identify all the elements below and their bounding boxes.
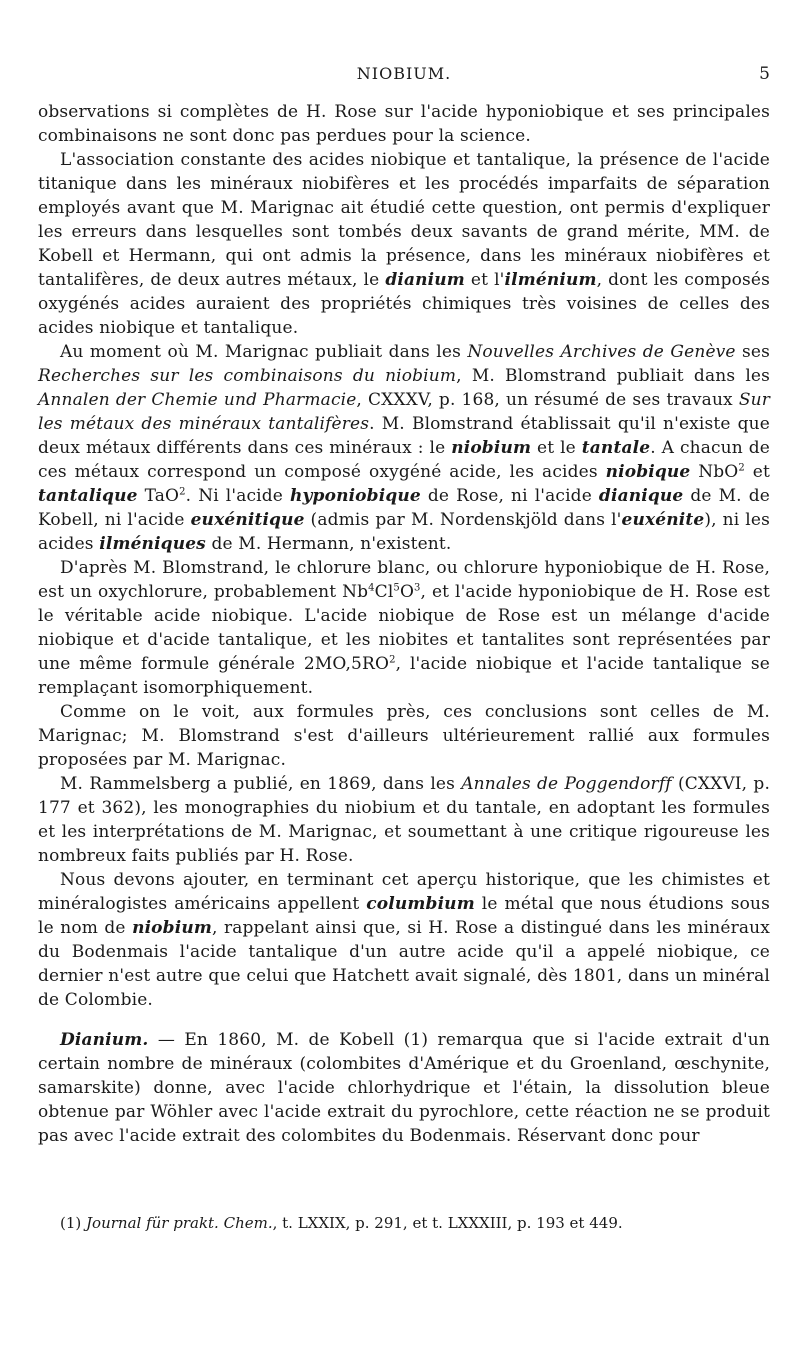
- section-title-dianium: Dianium.: [60, 1030, 149, 1050]
- footnote: [38, 1213, 770, 1233]
- paragraph-4: D'après M. Blomstrand, le chlorure blanc, ou chlorure hyponiobique de H. Rose, est un oxychlorure, probablement $Nb^4Cl^5O^3$, et l'acide hyponiobique de H. Rose est le véritable acide niobique. L'acide niobique de Rose est un mélange d'acide niobique et d'acide tantalique, et les niobites et tantalites sont représentées par une même formule générale $2MO,5RO^2$, l'acide niobique et l'acide tantalique se remplaçant isomorphiquement.: [38, 558, 770, 698]
- page-number: 5: [759, 64, 770, 84]
- paragraph-7: Nous devons ajouter, en terminant cet aperçu historique, que les chimistes et minéralogistes américains appellent columbium le métal que nous étudions sous le nom de niobium, rappelant ainsi que, si H. Rose a distingué dans les minéraux du Bodenmais l'acide tantalique d'un autre acide qu'il a appelé niobique, ce dernier n'est autre que celui que Hatchett avait signalé, dès 1801, dans un minéral de Colombie.: [38, 870, 770, 1010]
- body-text: [38, 100, 770, 1148]
- paragraph-1: observations si complètes de H. Rose sur l'acide hyponiobique et ses principales combinaisons ne sont donc pas perdues pour la science.: [38, 102, 770, 146]
- page-header: [38, 64, 770, 94]
- footnote-text: , t. LXXIX, p. 291, et t. LXXXIII, p. 193 et 449.: [272, 1214, 623, 1232]
- paragraph-dianium: Dianium. — En 1860, M. de Kobell (1) remarqua que si l'acide extrait d'un certain nombre de minéraux (colombites d'Amérique et du Groenland, œschynite, samarskite) donne, avec l'acide chlorhydrique et l'étain, la dissolution bleue obtenue par Wöhler avec l'acide extrait du pyrochlore, cette réaction ne se produit pas avec l'acide extrait des colombites du Bodenmais. Réservant donc pour: [38, 1030, 770, 1146]
- footnote-marker: (1): [60, 1214, 82, 1232]
- paragraph-6: M. Rammelsberg a publié, en 1869, dans les Annales de Poggendorff (CXXVI, p. 177 et 362), les monographies du niobium et du tantale, en adoptant les formules et les interprétations de M. Marignac, et soumettant à une critique rigoureuse les nombreux faits publiés par H. Rose.: [38, 774, 771, 866]
- paragraph-3: Au moment où M. Marignac publiait dans les Nouvelles Archives de Genève ses Recherches sur les combinaisons du niobium, M. Blomstrand publiait dans les Annalen der Chemie und Pharmacie, CXXXV, p. 168, un résumé de ses travaux Sur les métaux des minéraux tantalifères. M. Blomstrand établissait qu'il n'existe que deux métaux différents dans ces minéraux : le niobium et le tantale. A chacun de ces métaux correspond un composé oxygéné acide, les acides niobique NbO$^2$ et tantalique TaO$^2$. Ni l'acide hyponiobique de Rose, ni l'acide dianique de M. de Kobell, ni l'acide euxénitique (admis par M. Nordenskjöld dans l'euxénite), ni les acides ilméniques de M. Hermann, n'existent.: [38, 342, 770, 554]
- footnote-journal: Journal für prakt. Chem.: [86, 1214, 273, 1232]
- running-title: NIOBIUM.: [356, 64, 452, 83]
- paragraph-5: Comme on le voit, aux formules près, ces conclusions sont celles de M. Marignac; M. Blomstrand s'est d'ailleurs ultérieurement rallié aux formules proposées par M. Marignac.: [38, 702, 770, 770]
- paragraph-2: L'association constante des acides niobique et tantalique, la présence de l'acide titanique dans les minéraux niobifères et les procédés imparfaits de séparation employés avant que M. Marignac ait étudié cette question, ont permis d'expliquer les erreurs dans lesquelles sont tombés deux savants de grand mérite, MM. de Kobell et Hermann, qui ont admis la présence, dans les minéraux niobifères et tantalifères, de deux autres métaux, le dianium et l'ilménium, dont les composés oxygénés acides auraient des propriétés chimiques très voisines de celles des acides niobique et tantalique.: [38, 150, 770, 338]
